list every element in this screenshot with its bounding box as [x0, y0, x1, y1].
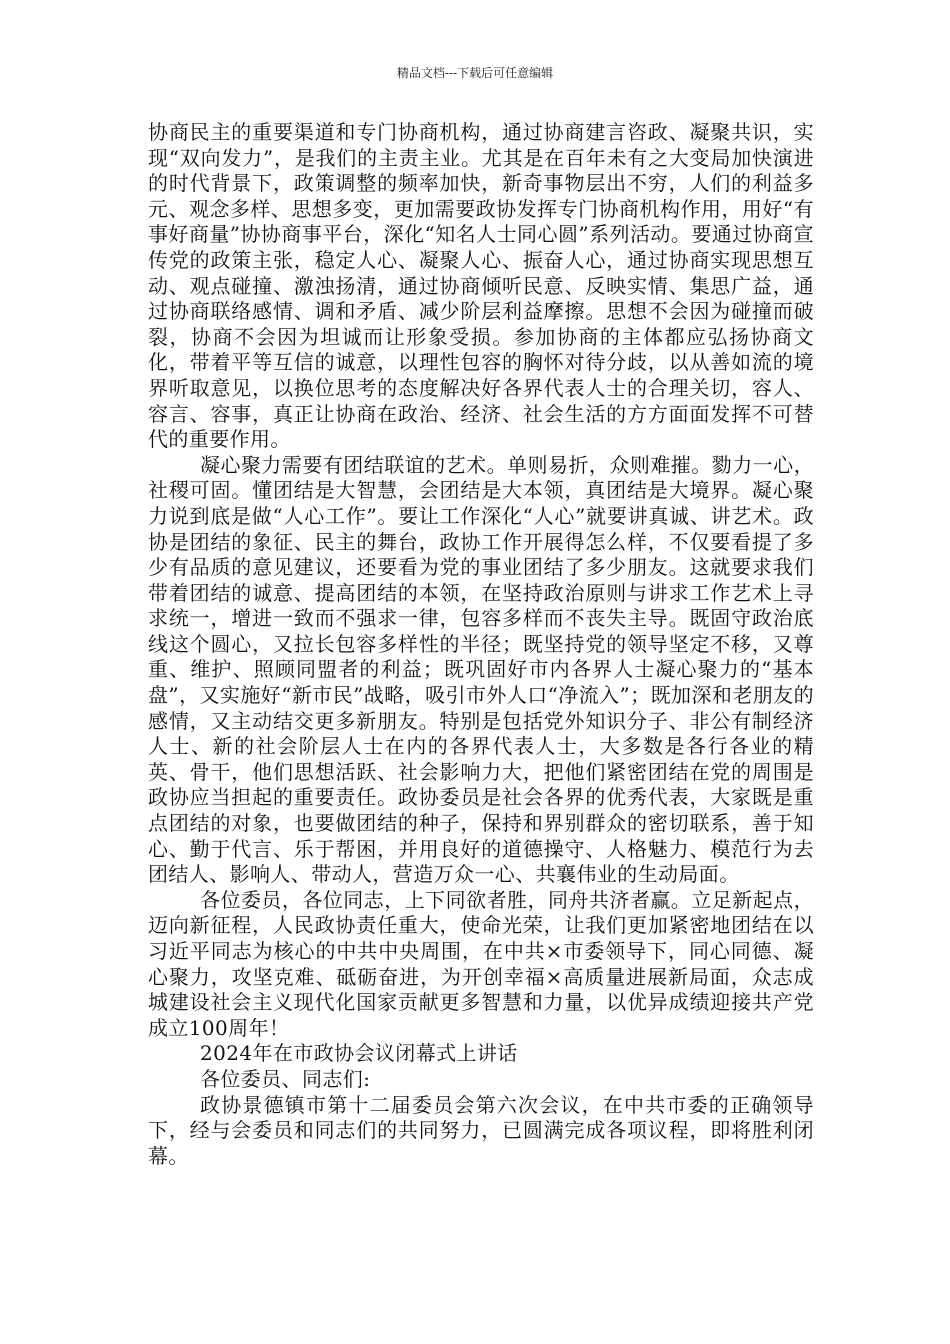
document-body	[148, 120, 814, 1169]
speech-title: 2024年在市政协会议闭幕式上讲话	[200, 1041, 518, 1066]
speech-salutation: 各位委员、同志们:	[200, 1066, 371, 1091]
paragraph-meeting-conclusion: 政协景德镇市第十二届委员会第六次会议，在中共市委的正确领导下，经与会委员和同志们的共同努力，已圆满完成各项议程，即将胜利闭幕。	[148, 1092, 814, 1168]
paragraph-unity: 凝心聚力需要有团结联谊的艺术。单则易折，众则难摧。勠力一心，社稷可固。懂团结是大智慧，会团结是大本领，真团结是大境界。凝心聚力说到底是做“人心工作”。要让工作深化“人心”就要讲真诚、讲艺术。政协是团结的象征、民主的舞台，政协工作开展得怎么样，不仅要看提了多少有品质的意见建议，还要看为党的事业团结了多少朋友。这就要求我们带着团结的诚意、提高团结的本领，在坚持政治原则与讲求工作艺术上寻求统一，增进一致而不强求一律，包容多样而不丧失主导。既固守政治底线这个圆心，又拉长包容多样性的半径；既坚持党的领导坚定不移，又尊重、维护、照顾同盟者的利益；既巩固好市内各界人士凝心聚力的“基本盘”，又实施好“新市民”战略，吸引市外人口“净流入”；既加深和老朋友的感情，又主动结交更多新朋友。特别是包括党外知识分子、非公有制经济人士、新的社会阶层人士在内的各界代表人士，大多数是各行各业的精英、骨干，他们思想活跃、社会影响力大，把他们紧密团结在党的周围是政协应当担起的重要责任。政协委员是社会各界的优秀代表，大家既是重点团结的对象，也要做团结的种子，保持和界别群众的密切联系，善于知心、勤于代言、乐于帮困，并用良好的道德操守、人格魅力、模范行为去团结人、影响人、带动人，营造万众一心、共襄伟业的生动局面。	[148, 452, 814, 887]
paragraph-consultation: 协商民主的重要渠道和专门协商机构，通过协商建言咨政、凝聚共识，实现“双向发力”，是我们的主责主业。尤其是在百年未有之大变局加快演进的时代背景下，政策调整的频率加快，新奇事物层出不穷，人们的利益多元、观念多样、思想多变，更加需要政协发挥专门协商机构作用，用好“有事好商量”协协商事平台，深化“知名人士同心圆”系列活动。要通过协商宣传党的政策主张，稳定人心、凝聚人心、振奋人心，通过协商实现思想互动、观点碰撞、激浊扬清，通过协商倾听民意、反映实情、集思广益，通过协商联络感情、调和矛盾、减少阶层利益摩擦。思想不会因为碰撞而破裂，协商不会因为坦诚而让形象受损。参加协商的主体都应弘扬协商文化，带着平等互信的诚意，以理性包容的胸怀对待分歧，以从善如流的境界听取意见，以换位思考的态度解决好各界代表人士的合理关切，容人、容言、容事，真正让协商在政治、经济、社会生活的方方面面发挥不可替代的重要作用。	[148, 120, 814, 452]
paragraph-closing-remarks: 各位委员，各位同志，上下同欲者胜，同舟共济者赢。立足新起点，迈向新征程，人民政协责任重大，使命光荣，让我们更加紧密地团结在以习近平同志为核心的中共中央周围，在中共×市委领导下，同心同德、凝心聚力，攻坚克难、砥砺奋进，为开创幸福×高质量进展新局面，众志成城建设社会主义现代化国家贡献更多智慧和力量，以优异成绩迎接共产党成立100周年！	[148, 887, 814, 1040]
page-header: 精品文档---下载后可任意编辑	[396, 66, 554, 80]
